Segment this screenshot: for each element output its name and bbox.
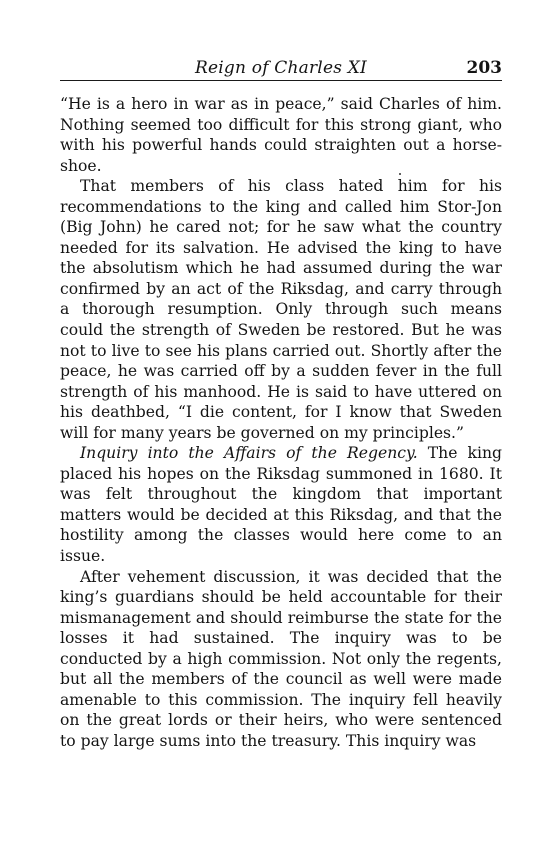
paragraph-1: “He is a hero in war as in peace,” said Charles of him. Nothing seemed too difficult for this strong giant, who with his powerful hands could straighten out a horse-shoe. (60, 95, 502, 175)
section-heading: Inquiry into the Affairs of the Regency. (80, 444, 418, 463)
page-number: 203 (466, 58, 502, 78)
running-title: Reign of Charles XI (195, 58, 367, 78)
paragraph-4: After vehement discussion, it was decided that the king’s guardians should be held accountable for their mismanagement and should reimburse the state for the losses it had sustained. The inquiry was to be conducted by a high commission. Not only the regents, but all the members of the council as well were made amenable to this commission. The inquiry fell heavily on the great lords or their heirs, who were sentenced to pay large sums into the treasury. This inquiry was (60, 567, 502, 750)
print-speck (399, 173, 401, 175)
book-page (60, 52, 502, 752)
body-text (60, 94, 502, 752)
paragraph-3-text: The king placed his hopes on the Riksdag summoned in 1680. It was felt throughout the kingdom that important matters would be decided at this Riksdag, and that the hostility among the classes would here come to an issue. (60, 444, 502, 566)
paragraph-3 (60, 443, 502, 566)
running-header (60, 52, 502, 81)
paragraph-2: That members of his class hated him for his recommendations to the king and called him Stor-Jon (Big John) he cared not; for he saw what the country needed for its salvation. He advised the king to have the absolutism which he had assumed during the war confirmed by an act of the Riksdag, and carry through a thorough resumption. Only through such means could the strength of Sweden be restored. But he was not to live to see his plans carried out. Shortly after the peace, he was carried off by a sudden fever in the full strength of his manhood. He is said to have uttered on his deathbed, “I die content, for I know that Sweden will for many years be governed on my principles.” (60, 177, 502, 442)
